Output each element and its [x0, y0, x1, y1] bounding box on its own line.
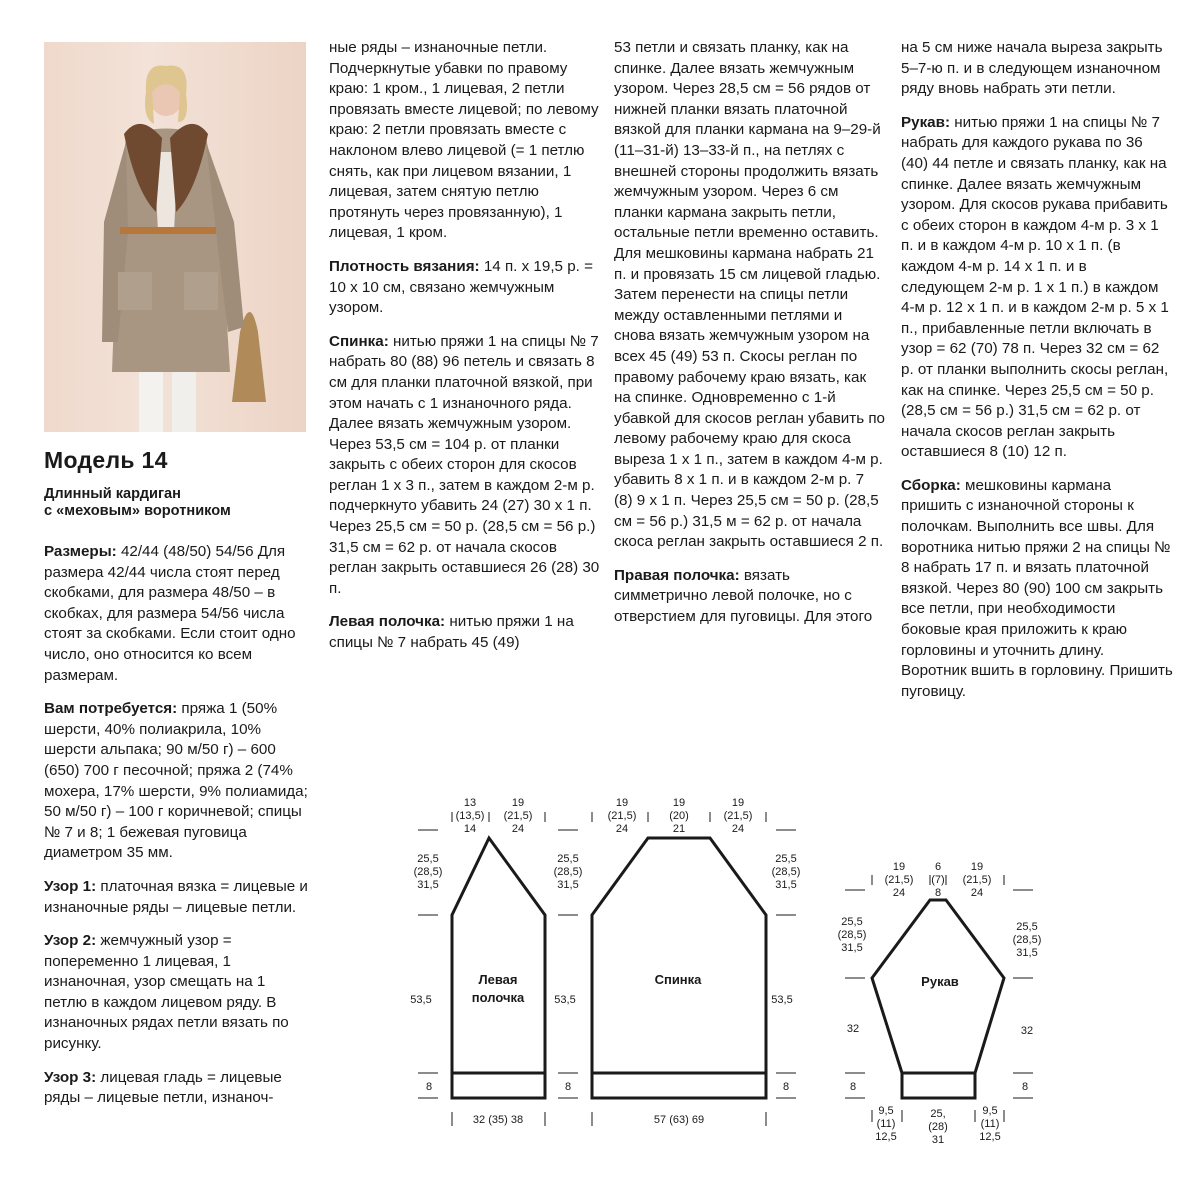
pattern3-text: лицевая гладь = лицевые ряды – лицевые петли, изнаноч-: [44, 1068, 282, 1107]
back-top-c-3: 24: [731, 823, 745, 835]
sl-bottom-a-3: 12,5: [875, 1131, 897, 1143]
left-front-name-line2: полочка: [471, 990, 525, 1005]
model-subtitle-line1: Длинный кардиган: [44, 486, 181, 502]
pattern2-text: жемчужный узор = попеременно 1 лицевая, 1 изнаночная, узор смещать на 1 петлю в каждом лицевом ряду. В изнаночных рядах петли вязать по рисунку.: [44, 932, 289, 1053]
back-outline: [592, 838, 766, 1098]
assembly-label: Сборка:: [901, 476, 961, 494]
lf-width: 32 (35) 38: [472, 1114, 524, 1126]
back-width: 57 (63) 69: [653, 1114, 705, 1126]
text-column-3: [614, 38, 886, 641]
right-front-text: вязать симметрично левой полочке, но с отверстием для пуговицы. Для этого: [614, 566, 873, 626]
sl-raglan-left-1: 25,5: [841, 916, 863, 928]
materials-text: пряжа 1 (50% шерсти, 40% полиакрила, 10% шерсти альпака; 90 м/50 г) – 600 (650) 700 г песочной; пряжа 2 (74% мохера, 17% шерсти, 9% полиамида; 50 м/50 г) – 100 г коричневой; спицы № 7 и 8; 1 бежевая пуговица диаметром 35 мм.: [44, 700, 308, 862]
left-front-paragraph: [329, 612, 601, 653]
pattern2-paragraph: [44, 931, 308, 1055]
sl-top-c-3: 24: [970, 887, 984, 899]
lf-top-a-2: (13,5): [455, 810, 485, 822]
sl-top-c-1: 19: [970, 861, 984, 873]
sl-bottom-c-1: 9,5: [982, 1105, 998, 1117]
buttonhole-text: на 5 см ниже начала выреза закрыть 5–7-ю п. и в следующем изнаночном ряду вновь набрать эти петли.: [901, 39, 1163, 98]
intro-text: ные ряды – изнаночные петли.: [329, 39, 548, 56]
sl-top-b-3: 8: [934, 887, 942, 899]
assembly-paragraph: [901, 476, 1173, 703]
back-paragraph: [329, 332, 601, 600]
sizes-text: 42/44 (48/50) 54/56 Для размера 42/44 числа стоят перед скобками, для размера 48/50 – в скобках, для размера 54/56 числа стоят за скобками. Если стоит одно число, оно относится ко всем размерам.: [44, 543, 296, 684]
back-top-b-2: (20): [669, 810, 689, 822]
sl-band-left: 8: [849, 1081, 857, 1093]
sl-raglan-right-1: 25,5: [1016, 921, 1038, 933]
lf-top-b-1: 19: [511, 797, 525, 809]
materials-paragraph: [44, 699, 308, 864]
model-photo-illustration: [44, 42, 306, 432]
back-raglan-right-2: (28,5): [771, 866, 801, 878]
back-label: Спинка:: [329, 332, 389, 350]
sl-body-left: 32: [846, 1023, 860, 1035]
lf-raglan-right-1: 25,5: [557, 853, 579, 865]
intro-paragraph: [329, 38, 601, 244]
back-text: нитью пряжи 1 на спицы № 7 набрать 80 (88) 96 петель и связать 8 см для планки платочной вязкой, при этом начать с 1 изнаночного ряда. Далее вязать жемчужным узором. Через 53,5 см = 104 р. от планки закрыть с обеих сторон для скосов реглан 1 х 3 п., затем в каждом 2-м р. подчеркнуто убавить 24 (27) 30 х 1 п. Через 25,5 см = 50 р. (28,5 см = 56 р.) 31,5 см = 62 р. от начала скосов реглан закрыть оставшиеся 26 (28) 30 п.: [329, 332, 600, 597]
sl-top-a-1: 19: [892, 861, 906, 873]
sl-bottom-b-2: (28): [928, 1121, 948, 1133]
pattern2-label: Узор 2:: [44, 932, 97, 950]
back-top-b-1: 19: [672, 797, 686, 809]
pattern1-label: Узор 1:: [44, 877, 97, 895]
sl-raglan-left-2: (28,5): [837, 929, 867, 941]
back-top-a-1: 19: [615, 797, 629, 809]
lf-top-a-1: 13: [463, 797, 477, 809]
sl-bottom-b-1: 25,: [930, 1108, 946, 1120]
pattern3-paragraph: [44, 1068, 308, 1109]
belt: [120, 227, 216, 234]
sl-body-right: 32: [1020, 1025, 1034, 1037]
back-top-c-2: (21,5): [723, 810, 753, 822]
left-front-label: Левая полочка:: [329, 613, 446, 631]
sl-top-a-2: (21,5): [884, 874, 914, 886]
pocket-left: [118, 272, 152, 310]
lf-body-left: 53,5: [410, 994, 432, 1006]
lf-raglan-left-2: (28,5): [413, 866, 443, 878]
density-paragraph: [329, 257, 601, 319]
left-front-name-line1: Левая: [478, 972, 518, 987]
sleeve-name: Рукав: [921, 974, 959, 989]
buttonhole-paragraph: [901, 38, 1173, 100]
lf-band-left: 8: [425, 1081, 433, 1093]
pattern3-label: Узор 3:: [44, 1068, 97, 1086]
lf-body-right: 53,5: [554, 994, 576, 1006]
density-text: 14 п. х 19,5 р. = 10 х 10 см, связано жемчужным узором.: [329, 257, 593, 317]
pocket-right: [184, 272, 218, 310]
back-name: Спинка: [654, 972, 702, 987]
right-front-label: Правая полочка:: [614, 566, 740, 584]
back-top-a-2: (21,5): [607, 810, 637, 822]
pattern1-text: платочная вязка = лицевые и изнаночные ряды – лицевые петли.: [44, 877, 308, 916]
decrease-text: Подчеркнутые убавки по правому краю: 1 кром., 1 лицевая, 2 петли провязать вместе лицевой; по левому краю: 2 петли провязать вместе с наклоном влево лицевой (= 1 петлю снять, как при лицевом вязании, 1 лицевая, затем снятую петлю протянуть через провязанную), 1 лицевая, 1 кром.: [329, 59, 599, 242]
lf-raglan-left-3: 31,5: [417, 879, 439, 891]
sl-band-right: 8: [1021, 1081, 1029, 1093]
assembly-text: мешковины кармана пришить с изнаночной стороны к полочкам. Выполнить все швы. Для воротника нитью пряжи 2 на спицы № 8 набрать 17 п. и вязать платочной вязкой. Через 80 (90) 100 см закрыть все петли, при необходимости боковые края приложить к краю горловины и уточнить длину. Воротник вшить в горловину. Пришить пуговицу.: [901, 476, 1173, 700]
sleeve-outline: [872, 900, 1004, 1098]
sl-bottom-c-2: (11): [980, 1118, 1000, 1130]
left-front-continued-paragraph: [614, 38, 886, 553]
model-photo: [44, 42, 306, 432]
left-front-continued-text: 53 петли и связать планку, как на спинке. Далее вязать жемчужным узором. Через 28,5 см = 56 рядов от нижней планки вязать платочной вязкой для планки кармана на 9–29-й (11–31-й) 13–33-й п., на петлях с внешней стороны продолжить вязать жемчужным узором. Через 6 см планки кармана закрыть петли, остальные петли временно оставить. Для мешковины кармана набрать 21 п. и провязать 15 см лицевой гладью. Затем перенести на спицы петли между оставленными петлями и снова вязать жемчужным узором на всех 45 (49) 53 п. Скосы реглан по правому рабочему краю вязать, как на спинке. Одновременно с 1-й убавкой для скосов реглан убавить по левому рабочему краю для скоса выреза 1 х 1 п., затем в каждом 4-м р. убавить 8 х 1 п. и в каждом 2-м р. 7 (8) 9 х 1 п. Через 25,5 см = 50 р. (28,5 см = 56 р.) 31,5 м = 62 р. от начала скоса реглан закрыть оставшиеся 2 п.: [614, 39, 886, 551]
sl-top-a-3: 24: [892, 887, 906, 899]
sl-raglan-right-3: 31,5: [1016, 947, 1038, 959]
lf-top-b-3: 24: [511, 823, 525, 835]
sl-bottom-c-3: 12,5: [979, 1131, 1001, 1143]
sl-top-c-2: (21,5): [962, 874, 992, 886]
sl-bottom-a-2: (11): [876, 1118, 896, 1130]
right-front-paragraph: [614, 566, 886, 628]
left-front-text: нитью пряжи 1 на спицы № 7 набрать 45 (49): [329, 613, 574, 652]
back-top-a-3: 24: [615, 823, 629, 835]
back-top-b-3: 21: [672, 823, 686, 835]
sl-raglan-left-3: 31,5: [841, 942, 863, 954]
sizes-label: Размеры:: [44, 543, 117, 560]
model-subtitle: [44, 486, 308, 520]
back-top-c-1: 19: [731, 797, 745, 809]
sl-bottom-b-3: 31: [931, 1134, 945, 1146]
lf-top-a-3: 14: [463, 823, 477, 835]
sl-top-b-1: 6: [934, 861, 942, 873]
lf-band-right: 8: [564, 1081, 572, 1093]
materials-label: Вам потребуется:: [44, 700, 178, 718]
back-body-right: 53,5: [771, 994, 793, 1006]
lf-top-b-2: (21,5): [503, 810, 533, 822]
model-title: Модель 14: [44, 447, 168, 473]
back-raglan-right-1: 25,5: [775, 853, 797, 865]
text-column-4: [901, 38, 1173, 715]
sleeve-label: Рукав:: [901, 113, 951, 131]
lf-raglan-right-3: 31,5: [557, 879, 579, 891]
lf-raglan-left-1: 25,5: [417, 853, 439, 865]
garment-schematics: [398, 790, 1058, 1180]
sl-top-b-2: (7): [931, 874, 945, 886]
sl-bottom-a-1: 9,5: [878, 1105, 894, 1117]
pattern1-paragraph: [44, 877, 308, 918]
sl-raglan-right-2: (28,5): [1012, 934, 1042, 946]
text-column-1: [44, 446, 308, 1122]
sizes-paragraph: [44, 542, 308, 686]
text-column-2: [329, 38, 601, 667]
sleeve-text: нитью пряжи 1 на спицы № 7 набрать для каждого рукава по 36 (40) 44 петле и связать планку, как на спинке. Далее вязать жемчужным узором. Для скосов рукава прибавить с обеих сторон в каждом 4-м р. 3 х 1 п. и в каждом 4-м р. 10 х 1 п. (в каждом 4-м р. 14 х 1 п. и в следующем 2-м р. 1 х 1 п.) в каждом 4-м р. 12 х 1 п. и в каждом 2-м р. 5 х 1 п., прибавленные петли включать в узор = 62 (70) 78 п. Через 32 см = 62 р. от планки выполнить скосы реглан, как на спинке. Через 25,5 см = 50 р. (28,5 см = 56 р.) 31,5 см = 62 р. от начала скосов реглан закрыть оставшиеся 8 (10) 12 п.: [901, 113, 1169, 461]
sleeve-paragraph: [901, 113, 1173, 463]
left-front-outline: [452, 838, 545, 1098]
back-raglan-right-3: 31,5: [775, 879, 797, 891]
density-label: Плотность вязания:: [329, 257, 480, 275]
model-subtitle-line2: с «меховым» воротником: [44, 503, 231, 519]
back-band-right: 8: [782, 1081, 790, 1093]
lf-raglan-right-2: (28,5): [553, 866, 583, 878]
